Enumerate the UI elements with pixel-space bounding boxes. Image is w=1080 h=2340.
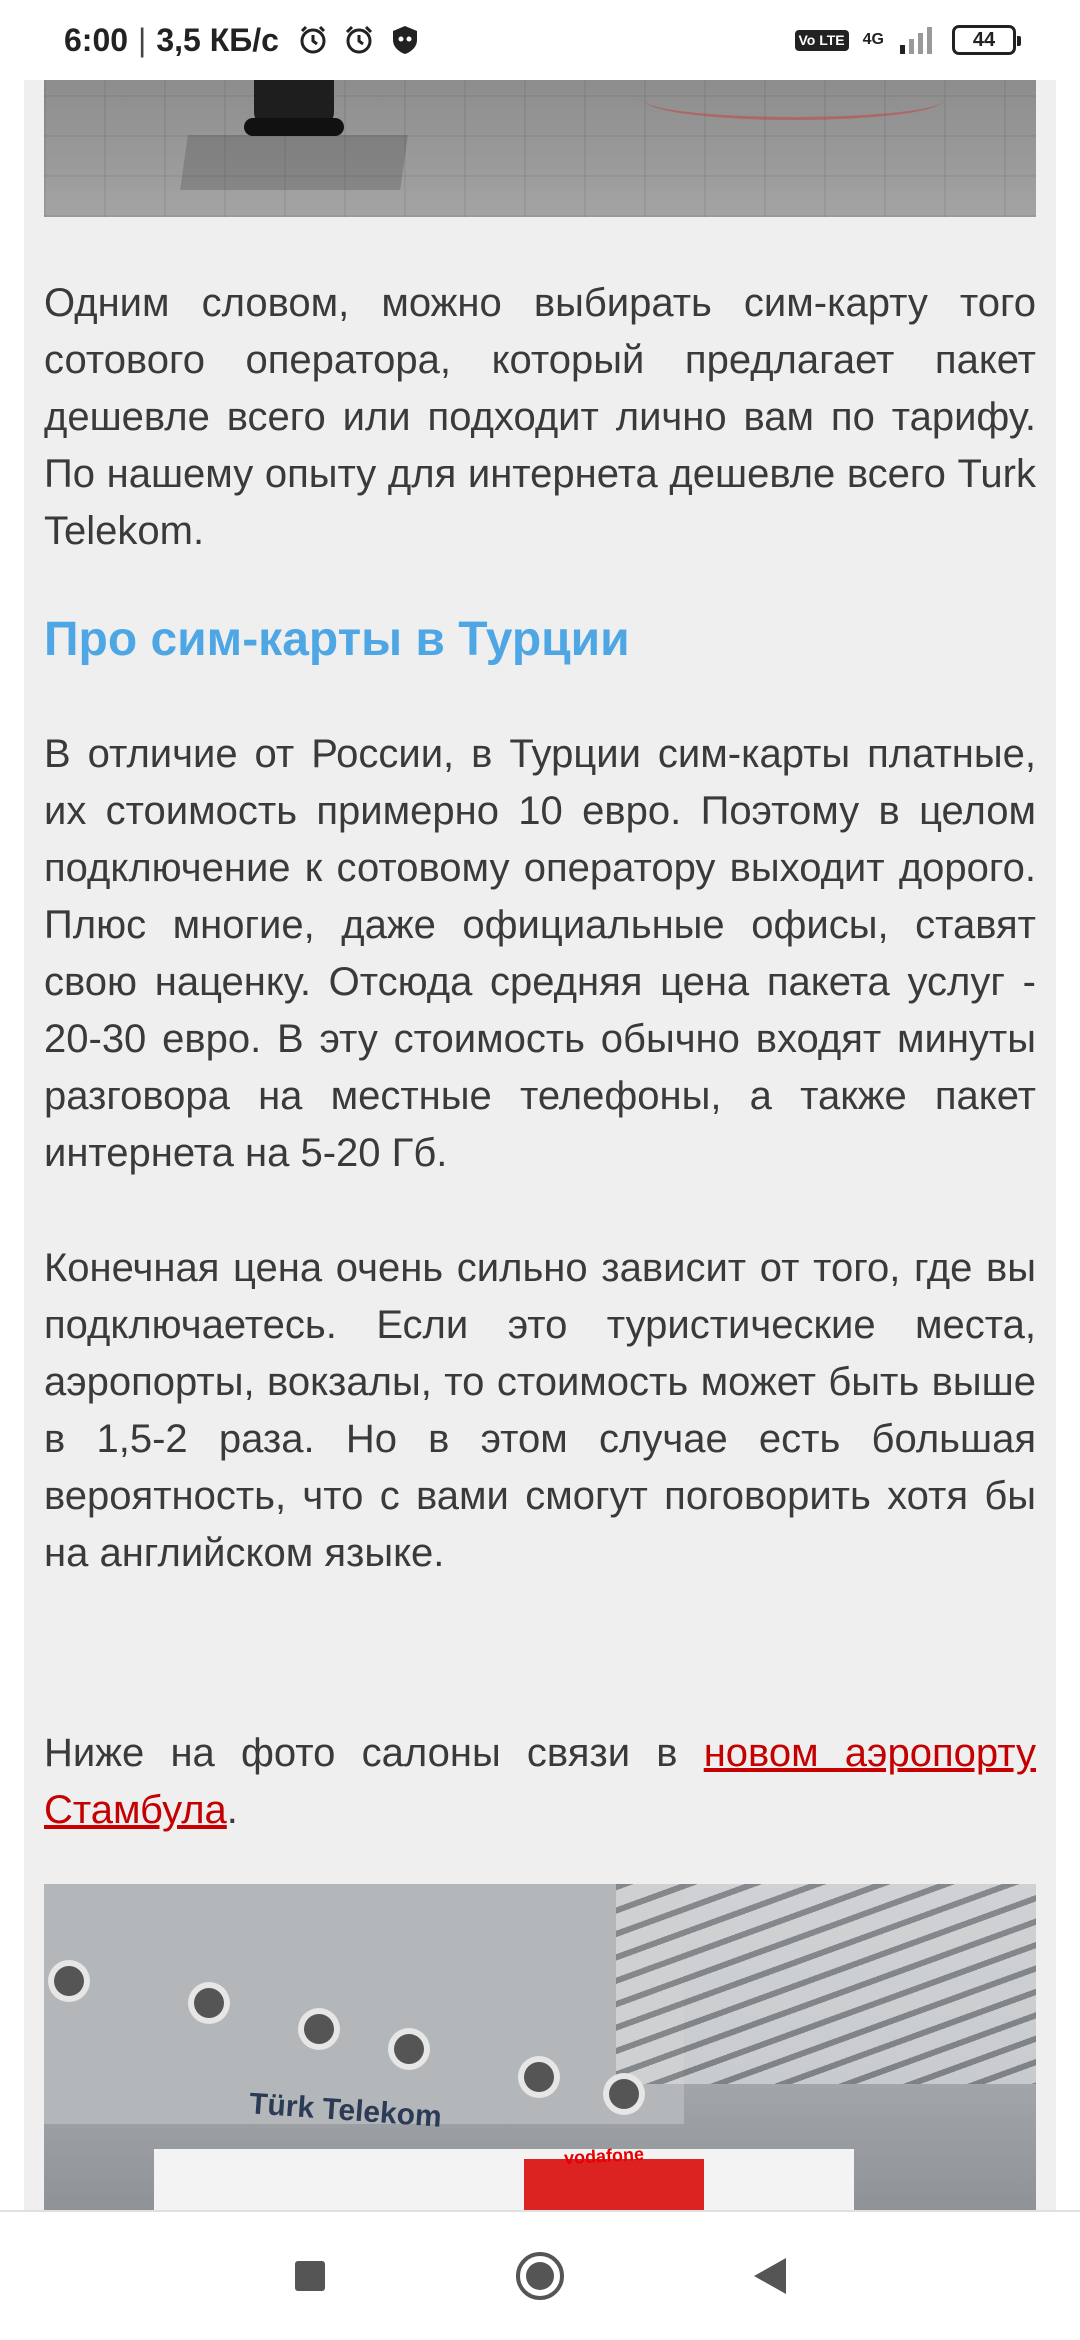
- home-button[interactable]: [510, 2246, 570, 2306]
- volte-icon: Vo LTE: [795, 30, 849, 51]
- shield-app-icon: [389, 24, 421, 56]
- status-separator: |: [138, 21, 147, 58]
- status-left: [64, 22, 421, 59]
- back-button[interactable]: [740, 2246, 800, 2306]
- photo-shoes: [244, 118, 344, 136]
- battery-icon: [952, 25, 1016, 55]
- article-paragraph-4: [44, 1725, 1036, 1839]
- section-heading: Про сим-карты в Турции: [44, 613, 630, 666]
- article-paragraph-1: Одним словом, можно выбирать сим-карту того сотового оператора, который предлагает пакет дешевле всего или подходит лично вам по тарифу. По нашему опыту для интернета дешевле всего Turk Telekom.: [44, 281, 1036, 553]
- istanbul-airport-link[interactable]: новом аэропорту Стамбула: [44, 1731, 1036, 1832]
- network-type: 4G: [862, 31, 884, 48]
- photo-floor-mat: [180, 135, 408, 190]
- paragraph-4-end: .: [226, 1788, 238, 1832]
- article-paragraph-3: Конечная цена очень сильно зависит от того, где вы подключаетесь. Если это туристические места, аэропорты, вокзалы, то стоимость может быть выше в 1,5-2 раза. Но в этом случае есть большая вероятность, что с вами смогут поговорить хотя бы на английском языке.: [44, 1246, 1036, 1575]
- square-icon: [293, 2259, 327, 2293]
- signal-icon: [898, 25, 938, 55]
- photo-wall: [44, 1884, 684, 2124]
- photo-shop-red: [524, 2159, 704, 2210]
- article-paragraph-2: В отличие от России, в Турции сим-карты платные, их стоимость примерно 10 евро. Поэтому в целом подключение к сотовому оператору выходит дорого. Плюс многие, даже официальные офисы, ставят свою наценку. Отсюда средняя цена пакета услуг - 20-30 евро. В эту стоимость обычно входят минуты разговора на местные телефоны, а также пакет интернета на 5-20 Гб.: [44, 732, 1036, 1175]
- status-time: 6:00: [64, 21, 129, 58]
- photo-red-mark: [644, 80, 944, 120]
- circle-icon: [514, 2250, 566, 2302]
- photo-ceiling: [616, 1884, 1036, 2084]
- alarm-clock-icon: [297, 24, 329, 56]
- alarm-icon: [343, 24, 375, 56]
- photo-sign-turk-telekom: Türk Telekom: [248, 2087, 443, 2134]
- article-photo-top[interactable]: [44, 80, 1036, 217]
- paragraph-4-text: Ниже на фото салоны связи в: [44, 1731, 704, 1775]
- navigation-bar: [0, 2210, 1080, 2340]
- article-content[interactable]: [24, 80, 1056, 2210]
- status-bar: [0, 0, 1080, 80]
- triangle-back-icon: [752, 2256, 788, 2296]
- article-photo-airport[interactable]: [44, 1884, 1036, 2210]
- battery-level: 44: [972, 28, 996, 51]
- photo-sign-vodafone: vodafone: [563, 2143, 645, 2169]
- status-speed: 3,5 КБ/с: [156, 21, 279, 58]
- status-icons: [297, 24, 421, 56]
- status-right: [795, 25, 1017, 55]
- photo-shop-front: [154, 2149, 854, 2210]
- recents-button[interactable]: [280, 2246, 340, 2306]
